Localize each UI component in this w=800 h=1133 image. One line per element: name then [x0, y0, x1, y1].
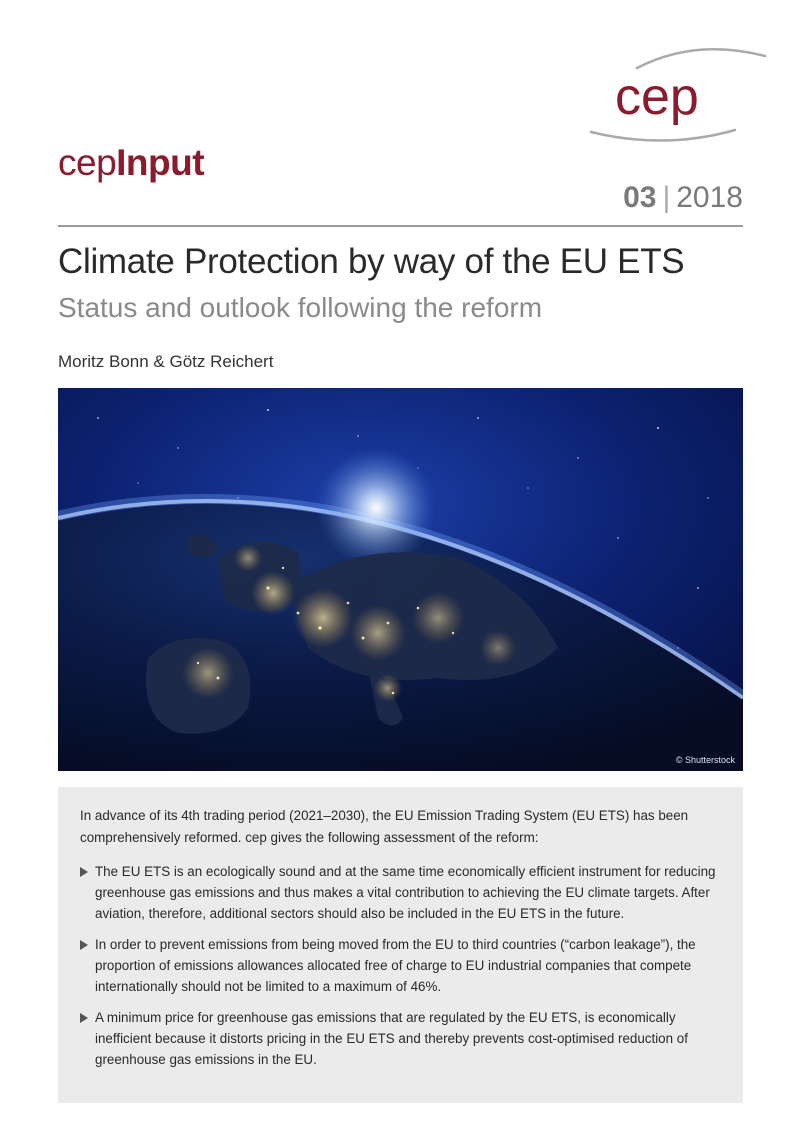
issue-year: 2018	[676, 181, 743, 214]
summary-bullets	[80, 861, 721, 1070]
image-credit: © Shutterstock	[675, 755, 735, 765]
summary-intro: In advance of its 4th trading period (2021–2030), the EU Emission Trading System (EU ETS) has been comprehensively reformed. cep gives the following assessment of the reform:	[80, 808, 689, 845]
bullet-arrow-icon	[80, 1013, 88, 1023]
earth-from-space-image	[58, 388, 743, 771]
document-authors: Moritz Bonn & Götz Reichert	[58, 352, 274, 371]
header-divider	[58, 225, 743, 227]
summary-bullet-text: The EU ETS is an ecologically sound and at the same time economically efficient instrument for reducing greenhouse gas emissions and thus makes a vital contribution to achieving the EU climate targets. After aviation, therefore, additional sectors should also be included in the EU ETS in the future.	[95, 864, 716, 921]
cep-logo	[585, 40, 775, 150]
series-brand	[58, 142, 204, 184]
logo-text: cep	[615, 68, 699, 126]
issue-label	[623, 181, 743, 215]
summary-bullet-text: A minimum price for greenhouse gas emissions that are regulated by the EU ETS, is economically inefficient because it distorts pricing in the EU ETS and thereby prevents cost-optimised reduction of greenhouse gas emissions in the EU.	[95, 1010, 688, 1067]
document-subtitle: Status and outlook following the reform	[58, 292, 543, 323]
issue-separator: |	[662, 181, 671, 214]
brand-prefix: cep	[58, 142, 117, 183]
bullet-arrow-icon	[80, 867, 88, 877]
bullet-arrow-icon	[80, 940, 88, 950]
document-title: Climate Protection by way of the EU ETS	[58, 242, 685, 281]
summary-bullet	[80, 934, 721, 997]
brand-suffix: Input	[116, 142, 205, 183]
issue-number: 03	[623, 181, 657, 214]
summary-bullet-text: In order to prevent emissions from being moved from the EU to third countries (“carbon leakage”), the proportion of emissions allowances allocated free of charge to EU industrial companies that compete internationally should not be limited to a maximum of 46%.	[95, 937, 696, 994]
summary-box	[58, 787, 743, 1103]
summary-bullet	[80, 861, 721, 924]
summary-bullet	[80, 1007, 721, 1070]
